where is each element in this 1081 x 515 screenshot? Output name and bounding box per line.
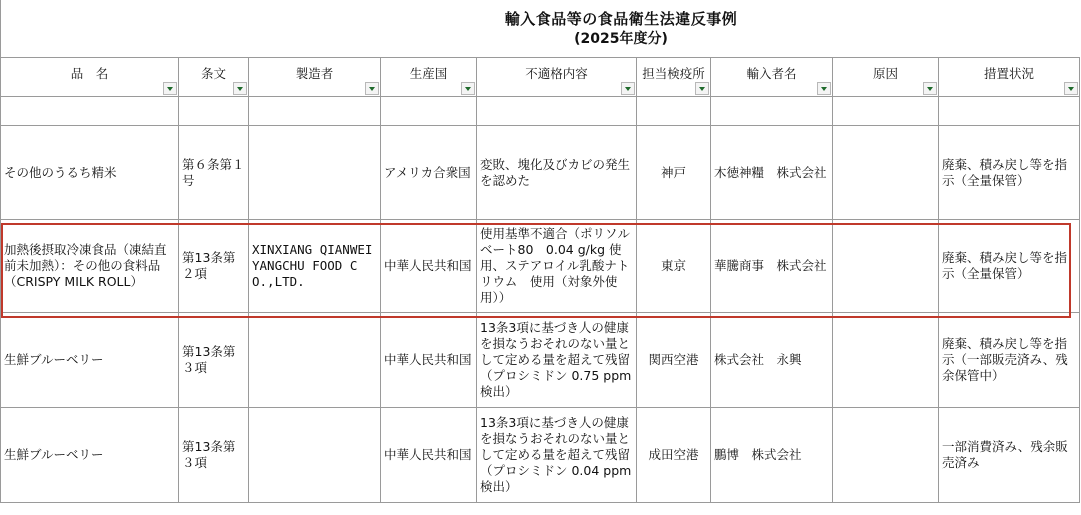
header-label: 担当検疫所 (642, 66, 705, 81)
cell-name[interactable]: 生鮮ブルーベリー (1, 313, 179, 408)
cell-origin[interactable]: 中華人民共和国 (381, 220, 477, 313)
cell-name[interactable]: その他のうるち精米 (1, 126, 179, 220)
table-row (1, 220, 1080, 313)
cell-violation[interactable]: 変敗、塊化及びカビの発生を認めた (477, 126, 637, 220)
cell-cause[interactable] (833, 220, 939, 313)
cell-importer[interactable]: 木徳神糧 株式会社 (711, 126, 833, 220)
cell-violation[interactable]: 13条3項に基づき人の健康を損なうおそれのない量として定める量を超えて残留（プロシミドン 0.04 ppm 検出） (477, 408, 637, 503)
header-label: 輸入者名 (746, 66, 797, 81)
cell-measures[interactable]: 廃棄、積み戻し等を指示（全量保管） (939, 220, 1080, 313)
cell-manufacturer[interactable] (249, 313, 381, 408)
table-cell[interactable] (939, 97, 1080, 126)
cell-violation[interactable]: 使用基準不適合（ポリソルベート80 0.04 g/kg 使用、ステアロイル乳酸ナトリウム 使用（対象外使用）） (477, 220, 637, 313)
cell-measures[interactable]: 廃棄、積み戻し等を指示（一部販売済み、残余保管中） (939, 313, 1080, 408)
header-article (179, 58, 249, 97)
cell-importer[interactable]: 株式会社 永興 (711, 313, 833, 408)
cell-article[interactable]: 第13条第３項 (179, 408, 249, 503)
filter-dropdown-icon[interactable] (461, 82, 475, 95)
header-violation (477, 58, 637, 97)
filter-dropdown-icon[interactable] (695, 82, 709, 95)
cell-name[interactable]: 加熱後摂取冷凍食品（凍結直前未加熱）：その他の食料品（CRISPY MILK ROLL） (1, 220, 179, 313)
cell-manufacturer[interactable] (249, 408, 381, 503)
cell-article[interactable]: 第13条第３項 (179, 313, 249, 408)
cell-cause[interactable] (833, 313, 939, 408)
header-manufacturer (249, 58, 381, 97)
header-measures (939, 58, 1080, 97)
cell-manufacturer[interactable] (249, 126, 381, 220)
table-cell[interactable] (1, 97, 179, 126)
cell-article[interactable]: 第13条第２項 (179, 220, 249, 313)
violations-table (0, 57, 1080, 503)
table-cell[interactable] (381, 97, 477, 126)
table-cell[interactable] (833, 97, 939, 126)
blank-row (1, 97, 1080, 126)
header-label: 品 名 (70, 66, 109, 81)
header-name (1, 58, 179, 97)
header-station (637, 58, 711, 97)
table-cell[interactable] (637, 97, 711, 126)
table-cell[interactable] (711, 97, 833, 126)
filter-dropdown-icon[interactable] (365, 82, 379, 95)
cell-importer[interactable]: 鵬博 株式会社 (711, 408, 833, 503)
filter-dropdown-icon[interactable] (163, 82, 177, 95)
filter-dropdown-icon[interactable] (621, 82, 635, 95)
header-label: 製造者 (295, 66, 334, 81)
cell-cause[interactable] (833, 126, 939, 220)
cell-article[interactable]: 第６条第１号 (179, 126, 249, 220)
cell-station[interactable]: 関西空港 (637, 313, 711, 408)
cell-origin[interactable]: アメリカ合衆国 (381, 126, 477, 220)
header-origin (381, 58, 477, 97)
filter-dropdown-icon[interactable] (233, 82, 247, 95)
cell-measures[interactable]: 一部消費済み、残余販売済み (939, 408, 1080, 503)
report-title: 輸入食品等の食品衛生法違反事例 (504, 10, 738, 28)
cell-station[interactable]: 神戸 (637, 126, 711, 220)
filter-dropdown-icon[interactable] (817, 82, 831, 95)
header-cause (833, 58, 939, 97)
cell-station[interactable]: 東京 (637, 220, 711, 313)
table-cell[interactable] (477, 97, 637, 126)
header-row (1, 58, 1080, 97)
cell-importer[interactable]: 華騰商事 株式会社 (711, 220, 833, 313)
header-label: 不適格内容 (525, 66, 588, 81)
header-label: 生産国 (409, 66, 448, 81)
filter-dropdown-icon[interactable] (923, 82, 937, 95)
header-label: 条文 (200, 66, 226, 81)
cell-name[interactable]: 生鮮ブルーベリー (1, 408, 179, 503)
report-subtitle: (2025年度分) (574, 31, 668, 47)
cell-station[interactable]: 成田空港 (637, 408, 711, 503)
cell-cause[interactable] (833, 408, 939, 503)
header-importer (711, 58, 833, 97)
cell-violation[interactable]: 13条3項に基づき人の健康を損なうおそれのない量として定める量を超えて残留（プロシミドン 0.75 ppm 検出） (477, 313, 637, 408)
table-cell[interactable] (249, 97, 381, 126)
filter-dropdown-icon[interactable] (1064, 82, 1078, 95)
header-label: 原因 (872, 66, 898, 81)
cell-origin[interactable]: 中華人民共和国 (381, 408, 477, 503)
table-row (1, 313, 1080, 408)
cell-measures[interactable]: 廃棄、積み戻し等を指示（全量保管） (939, 126, 1080, 220)
title-block (0, 0, 1081, 57)
table-cell[interactable] (179, 97, 249, 126)
table-row (1, 126, 1080, 220)
cell-origin[interactable]: 中華人民共和国 (381, 313, 477, 408)
cell-manufacturer[interactable]: XINXIANG QIANWEIYANGCHU FOOD CO.,LTD. (249, 220, 381, 313)
header-label: 措置状況 (983, 66, 1034, 81)
table-row (1, 408, 1080, 503)
